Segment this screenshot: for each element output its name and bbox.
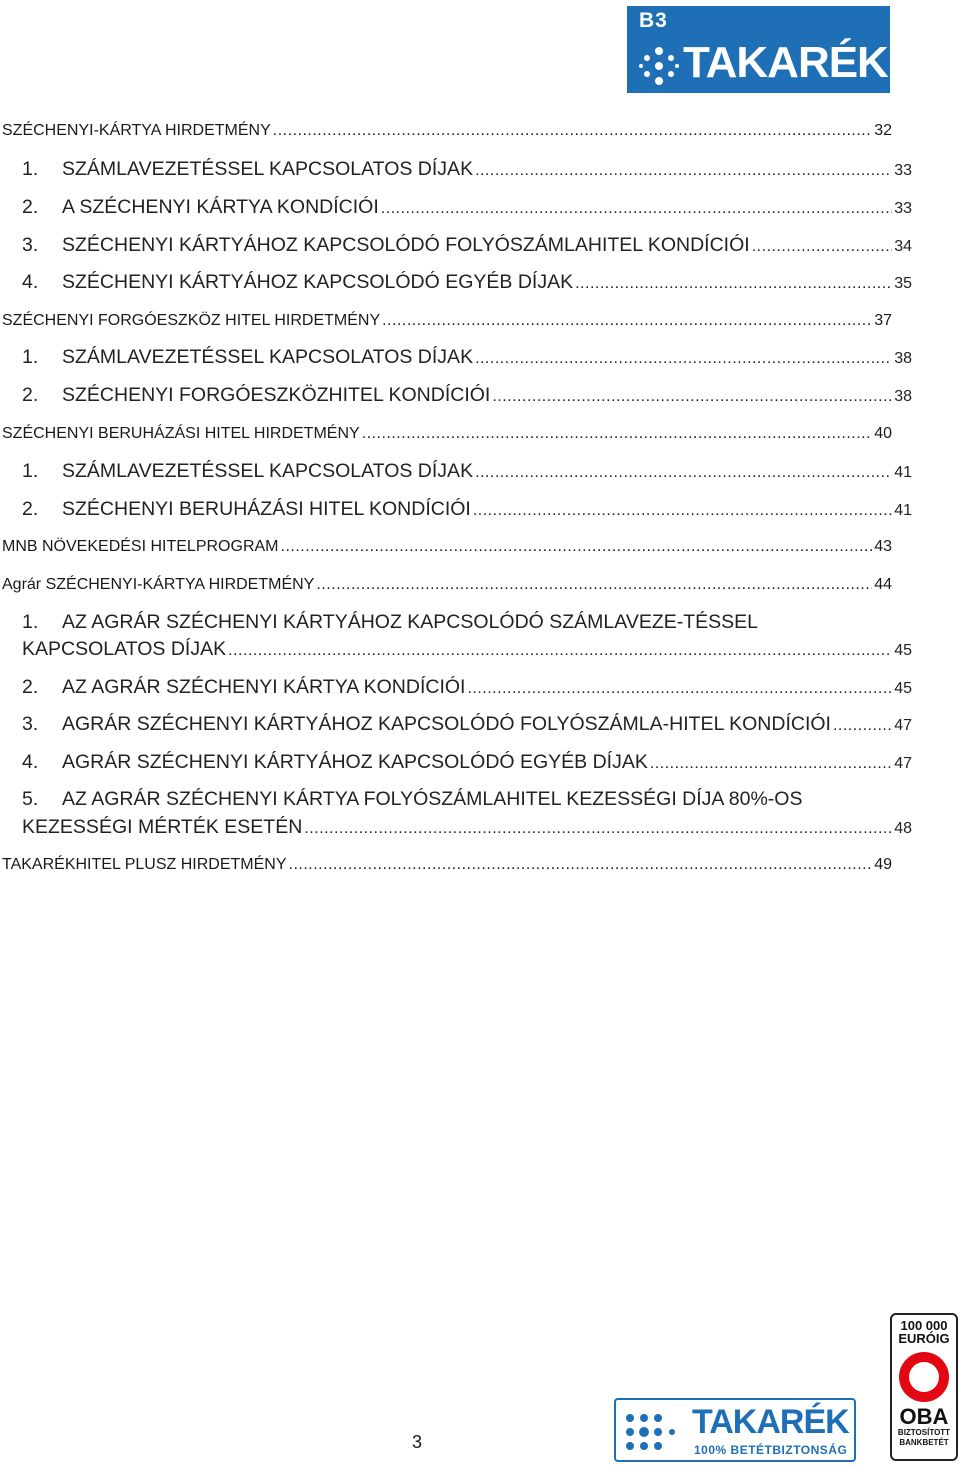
toc-entry[interactable] — [22, 611, 890, 634]
toc-entry-label: AZ AGRÁR SZÉCHENYI KÁRTYA KONDÍCIÓI — [62, 676, 466, 698]
toc-entry[interactable] — [0, 751, 912, 774]
toc-leader — [473, 502, 892, 520]
toc-entry-number: 4. — [22, 751, 39, 773]
toc-leader — [475, 162, 892, 180]
toc-page-number: 35 — [894, 275, 912, 292]
toc-entry[interactable] — [0, 312, 892, 330]
toc-entry[interactable] — [0, 676, 912, 699]
toc-page-number: 38 — [894, 350, 912, 367]
toc-entry-label: TAKARÉKHITEL PLUSZ HIRDETMÉNY — [2, 856, 287, 873]
toc-entry[interactable] — [0, 460, 912, 483]
page-number: 3 — [412, 1432, 423, 1452]
toc-entry-label: AZ AGRÁR SZÉCHENYI KÁRTYA FOLYÓSZÁMLAHITEL KEZESSÉGI DÍJA 80%-OS — [62, 788, 803, 810]
toc-entry-label-cont: KEZESSÉGI MÉRTÉK ESETÉN — [22, 816, 303, 838]
toc-entry-label: SZÉCHENYI BERUHÁZÁSI HITEL KONDÍCIÓI — [62, 498, 471, 520]
toc-entry-continuation[interactable] — [0, 816, 912, 839]
toc-leader — [833, 717, 892, 735]
toc-page-number: 41 — [894, 502, 912, 519]
toc-entry-label: SZÁMLAVEZETÉSSEL KAPCSOLATOS DÍJAK — [62, 346, 474, 368]
footer-logo-tagline: 100% BETÉTBIZTONSÁG — [694, 1443, 848, 1457]
logo-dots-icon — [639, 46, 679, 86]
toc-entry-label: SZÉCHENYI KÁRTYÁHOZ KAPCSOLÓDÓ FOLYÓSZÁMLAHITEL KONDÍCIÓI — [62, 234, 750, 256]
toc-leader — [281, 538, 873, 556]
toc-leader — [575, 275, 892, 293]
toc-leader — [228, 642, 892, 660]
toc-entry-number: 3. — [22, 234, 39, 256]
toc-entry[interactable] — [0, 196, 912, 219]
toc-entry[interactable] — [0, 713, 912, 736]
toc-entry-label: SZÉCHENYI-KÁRTYA HIRDETMÉNY — [2, 122, 271, 139]
toc-entry-number: 1. — [22, 460, 39, 482]
toc-entry-number: 1. — [22, 346, 39, 368]
toc-entry-label-cont: KAPCSOLATOS DÍJAK — [22, 638, 227, 660]
toc-page-number: 32 — [874, 122, 892, 139]
logo-dots-icon — [624, 1412, 684, 1452]
toc-entry-label: Agrár SZÉCHENYI-KÁRTYA HIRDETMÉNY — [2, 576, 315, 593]
toc-leader — [304, 820, 892, 838]
toc-page-number: 34 — [894, 238, 912, 255]
toc-page-number: 45 — [894, 680, 912, 697]
oba-currency: EURÓIG — [898, 1331, 950, 1346]
oba-amount: 100 000 — [900, 1318, 948, 1333]
toc-entry[interactable] — [0, 122, 892, 140]
toc-page-number: 48 — [894, 820, 912, 837]
toc-entry-number: 2. — [22, 384, 39, 406]
oba-deposit-insurance-badge — [890, 1313, 958, 1461]
b3-takarek-logo — [627, 6, 890, 93]
takarek-betetbiztonsag-logo — [614, 1398, 856, 1462]
toc-entry-label: SZÉCHENYI FORGÓESZKÖZ HITEL HIRDETMÉNY — [2, 312, 381, 329]
toc-leader — [492, 388, 892, 406]
toc-entry-label: AZ AGRÁR SZÉCHENYI KÁRTYÁHOZ KAPCSOLÓDÓ SZÁMLAVEZE-TÉSSEL — [62, 611, 759, 633]
toc-page-number: 41 — [894, 464, 912, 481]
toc-entry[interactable] — [0, 576, 892, 594]
toc-entry-number: 4. — [22, 271, 39, 293]
toc-entry-number: 2. — [22, 676, 39, 698]
toc-page-number: 43 — [874, 538, 892, 555]
toc-leader — [381, 200, 892, 218]
toc-page-number: 45 — [894, 642, 912, 659]
toc-entry[interactable] — [0, 498, 912, 521]
toc-page-number: 47 — [894, 717, 912, 734]
toc-leader — [362, 425, 873, 443]
toc-leader — [752, 238, 893, 256]
toc-page-number: 40 — [874, 425, 892, 442]
toc-entry-label: SZÉCHENYI KÁRTYÁHOZ KAPCSOLÓDÓ EGYÉB DÍJAK — [62, 271, 574, 293]
toc-leader — [650, 755, 892, 773]
toc-entry[interactable] — [0, 538, 892, 556]
logo-wordmark: TAKARÉK — [683, 38, 888, 87]
toc-page-number: 37 — [874, 312, 892, 329]
toc-entry-label: SZÁMLAVEZETÉSSEL KAPCSOLATOS DÍJAK — [62, 460, 474, 482]
toc-entry[interactable] — [0, 425, 892, 443]
toc-entry-label: A SZÉCHENYI KÁRTYA KONDÍCIÓI — [62, 196, 379, 218]
toc-entry-label: AGRÁR SZÉCHENYI KÁRTYÁHOZ KAPCSOLÓDÓ FOLYÓSZÁMLA-HITEL KONDÍCIÓI — [62, 713, 831, 735]
toc-page-number: 47 — [894, 755, 912, 772]
logo-badge-text: B3 — [639, 9, 668, 32]
toc-entry[interactable] — [0, 856, 892, 874]
toc-entry-number: 2. — [22, 196, 39, 218]
toc-entry[interactable] — [0, 346, 912, 369]
toc-leader — [475, 350, 892, 368]
toc-page-number: 33 — [894, 200, 912, 217]
toc-leader — [316, 576, 872, 594]
toc-entry[interactable] — [0, 384, 912, 407]
toc-leader — [382, 312, 872, 330]
toc-leader — [289, 856, 873, 874]
toc-entry[interactable] — [0, 271, 912, 294]
toc-entry[interactable] — [22, 788, 890, 811]
toc-page-number: 44 — [874, 576, 892, 593]
oba-line2: BANKBETÉT — [899, 1438, 949, 1447]
toc-page-number: 49 — [874, 856, 892, 873]
toc-entry[interactable] — [0, 234, 912, 257]
toc-leader — [475, 464, 892, 482]
toc-entry-number: 3. — [22, 713, 39, 735]
toc-page-number: 33 — [894, 162, 912, 179]
toc-page-number: 38 — [894, 388, 912, 405]
toc-entry[interactable] — [0, 158, 912, 181]
toc-entry-number: 1. — [22, 158, 39, 180]
footer-logo-wordmark: TAKARÉK — [692, 1403, 849, 1441]
toc-leader — [467, 680, 892, 698]
toc-entry-number: 2. — [22, 498, 39, 520]
oba-ring-icon — [899, 1352, 949, 1402]
toc-entry-number: 1. — [22, 611, 39, 633]
toc-entry-label: AGRÁR SZÉCHENYI KÁRTYÁHOZ KAPCSOLÓDÓ EGYÉB DÍJAK — [62, 751, 648, 773]
toc-entry-label: MNB NÖVEKEDÉSI HITELPROGRAM — [2, 538, 279, 555]
toc-entry-continuation[interactable] — [0, 638, 912, 661]
oba-name: OBA — [899, 1404, 949, 1429]
toc-entry-label: SZÁMLAVEZETÉSSEL KAPCSOLATOS DÍJAK — [62, 158, 474, 180]
toc-leader — [273, 122, 872, 140]
oba-line1: BIZTOSÍTOTT — [897, 1428, 951, 1437]
toc-entry-label: SZÉCHENYI BERUHÁZÁSI HITEL HIRDETMÉNY — [2, 425, 360, 442]
toc-entry-number: 5. — [22, 788, 39, 810]
toc-entry-label: SZÉCHENYI FORGÓESZKÖZHITEL KONDÍCIÓI — [62, 384, 491, 406]
